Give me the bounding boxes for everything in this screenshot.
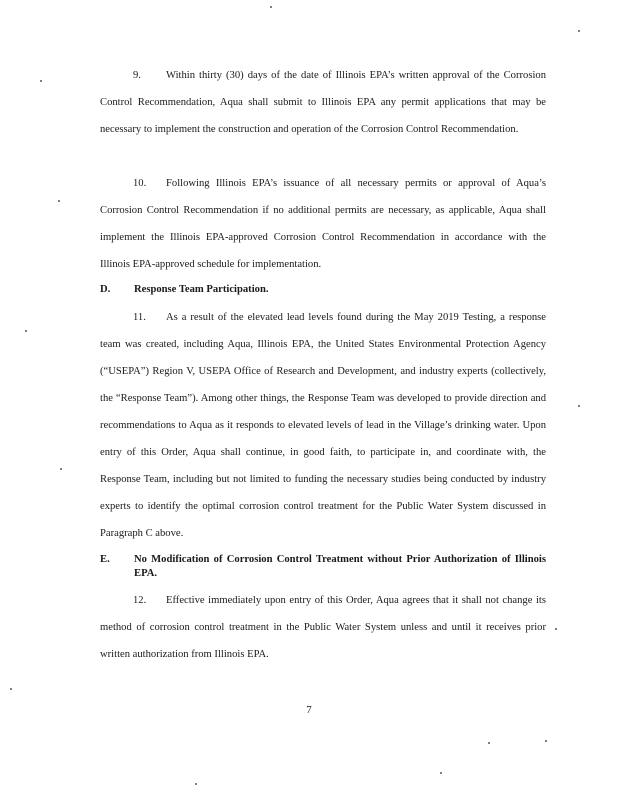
- section-letter: D.: [100, 284, 111, 295]
- section-title: Response Team Participation.: [134, 284, 269, 295]
- paragraph-12: [100, 587, 546, 668]
- paragraph-10: [100, 170, 546, 278]
- paragraph-text: Following Illinois EPA’s issuance of all necessary permits or approval of Aqua’s Corrosion Control Recommendation if no additional permits are necessary, as applicable, Aqua shall implement the Illinois EPA-approved Corrosion Control Recommendation in accordance with the Illinois EPA-approved schedule for implementation.: [100, 178, 546, 270]
- scan-speck: [440, 772, 442, 774]
- section-letter: E.: [100, 554, 110, 565]
- section-heading-e: [100, 553, 546, 581]
- page-number: 7: [306, 704, 312, 716]
- paragraph-text: Within thirty (30) days of the date of Illinois EPA’s written approval of the Corrosion Control Recommendation, Aqua shall submit to Illinois EPA any permit applications that may be necessary to implement the construction and operation of the Corrosion Control Recommendation.: [100, 70, 546, 135]
- scan-speck: [58, 200, 60, 202]
- scan-speck: [60, 468, 62, 470]
- scan-speck: [578, 405, 580, 407]
- scan-speck: [578, 30, 580, 32]
- paragraph-9: [100, 62, 546, 143]
- paragraph-text: Effective immediately upon entry of this Order, Aqua agrees that it shall not change its method of corrosion control treatment in the Public Water System unless and until it receives prior written authorization from Illinois EPA.: [100, 595, 546, 660]
- paragraph-number: 10.: [133, 178, 147, 189]
- scan-speck: [40, 80, 42, 82]
- scan-speck: [488, 742, 490, 744]
- scan-speck: [10, 688, 12, 690]
- paragraph-11: [100, 304, 546, 547]
- section-title: No Modification of Corrosion Control Treatment without Prior Authorization of Illinois EPA.: [134, 554, 546, 579]
- paragraph-text: As a result of the elevated lead levels found during the May 2019 Testing, a response team was created, including Aqua, Illinois EPA, the United States Environmental Protection Agency (“USEPA”) Region V, USEPA Office of Research and Development, and industry experts (collectively, the “Response Team”). Among other things, the Response Team was developed to provide direction and recommendations to Aqua as it responds to elevated levels of lead in the Village’s drinking water. Upon entry of this Order, Aqua shall continue, in good faith, to participate in, and coordinate with, the Response Team, including but not limited to funding the necessary studies being conducted by industry experts to identify the optimal corrosion control treatment for the Public Water System discussed in Paragraph C above.: [100, 312, 546, 539]
- scan-speck: [555, 628, 557, 630]
- scan-speck: [545, 740, 547, 742]
- section-heading-d: [100, 283, 546, 297]
- paragraph-number: 9.: [133, 70, 141, 81]
- paragraph-number: 11.: [133, 312, 146, 323]
- scan-speck: [25, 330, 27, 332]
- paragraph-number: 12.: [133, 595, 147, 606]
- scan-speck: [270, 6, 272, 8]
- scan-speck: [195, 783, 197, 785]
